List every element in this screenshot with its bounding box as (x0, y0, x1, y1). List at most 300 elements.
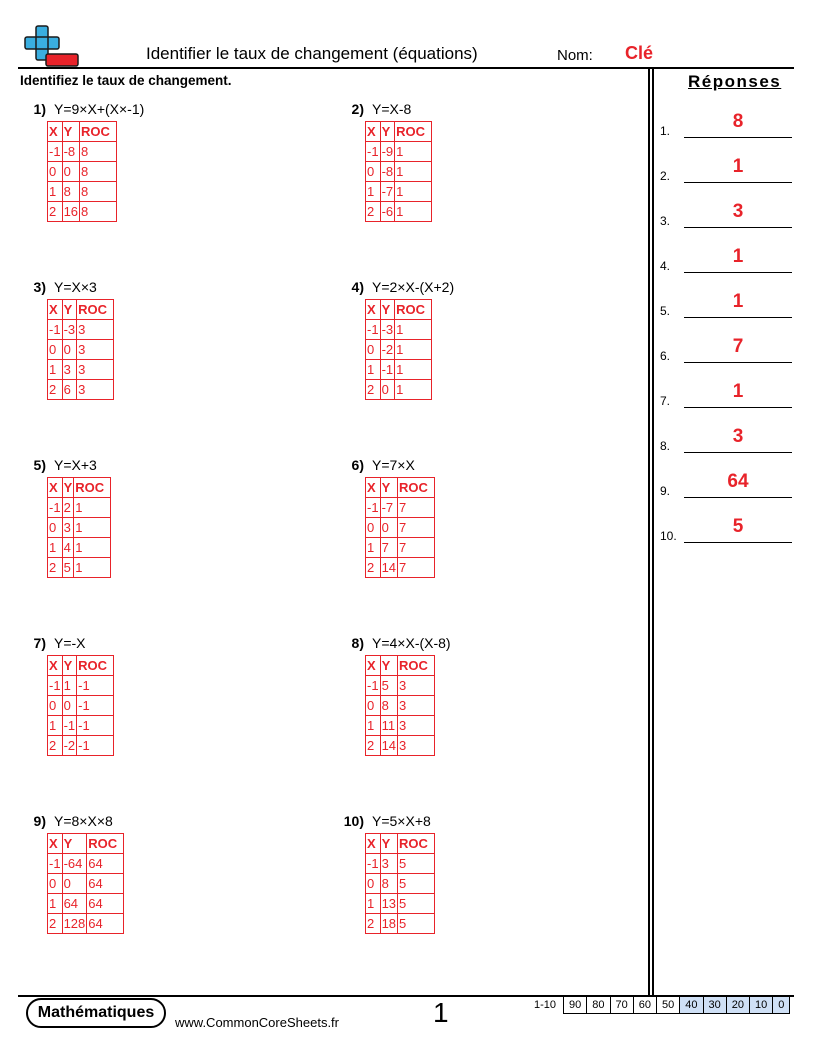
table-cell: 4 (62, 538, 74, 558)
problem-number: 8) (351, 635, 364, 651)
table-row (48, 360, 114, 380)
table-cell: 2 (48, 380, 63, 400)
table-cell: -2 (380, 340, 395, 360)
column-header: X (48, 834, 63, 854)
answer-value: 3 (732, 201, 744, 222)
table-cell: 13 (380, 894, 397, 914)
table-cell: 64 (87, 854, 124, 874)
column-header: X (48, 122, 63, 142)
problem (340, 813, 435, 934)
table-row (366, 538, 435, 558)
values-table (365, 299, 432, 400)
table-cell: 64 (62, 894, 87, 914)
table-header-row (366, 834, 435, 854)
column-header: X (366, 834, 381, 854)
table-cell: 1 (48, 182, 63, 202)
problem-number: 10) (343, 813, 364, 829)
table-cell: 1 (366, 716, 381, 736)
column-header: X (366, 300, 381, 320)
column-header: X (366, 478, 381, 498)
column-header: ROC (398, 478, 435, 498)
answer-row (660, 291, 792, 318)
column-header: Y (62, 656, 77, 676)
table-cell: -1 (77, 716, 114, 736)
table-row (48, 716, 114, 736)
column-header: Y (380, 656, 397, 676)
table-cell: 1 (366, 360, 381, 380)
table-cell: 1 (395, 360, 432, 380)
table-cell: 2 (48, 736, 63, 756)
answer-value: 1 (732, 291, 744, 312)
table-cell: 0 (48, 340, 63, 360)
table-cell: -6 (380, 202, 395, 222)
table-cell: 7 (398, 558, 435, 578)
table-cell: -1 (48, 676, 63, 696)
page-number: 1 (433, 997, 449, 1028)
problem-equation: Y=9×X+(X×-1) (54, 101, 145, 117)
table-cell: 2 (48, 914, 63, 934)
answer-line (684, 452, 792, 453)
table-row (366, 320, 432, 340)
answer-line (684, 317, 792, 318)
table-cell: 3 (77, 320, 114, 340)
table-cell: 0 (366, 874, 381, 894)
score-cell: 40 (679, 996, 703, 1014)
table-cell: 3 (398, 676, 435, 696)
column-header: Y (62, 300, 77, 320)
table-cell: -64 (62, 854, 87, 874)
table-row (48, 498, 111, 518)
score-cell: 10 (749, 996, 773, 1014)
problem-number: 7) (33, 635, 46, 651)
table-row (48, 874, 124, 894)
table-row (48, 182, 117, 202)
table-cell: 2 (366, 558, 381, 578)
table-cell: 5 (398, 854, 435, 874)
values-table (365, 121, 432, 222)
table-cell: -8 (62, 142, 79, 162)
table-cell: 1 (48, 538, 63, 558)
table-cell: 1 (74, 518, 111, 538)
table-cell: 1 (395, 182, 432, 202)
table-row (48, 518, 111, 538)
values-table (365, 477, 435, 578)
problem-header (340, 813, 435, 831)
table-cell: 1 (366, 182, 381, 202)
table-row (366, 874, 435, 894)
score-cell: 60 (633, 996, 657, 1014)
table-header-row (48, 300, 114, 320)
values-table (47, 121, 117, 222)
score-cell: 30 (703, 996, 727, 1014)
table-header-row (48, 122, 117, 142)
table-cell: 7 (398, 518, 435, 538)
table-header-row (366, 122, 432, 142)
answer-value: 1 (732, 381, 744, 402)
table-cell: 1 (62, 676, 77, 696)
table-row (366, 558, 435, 578)
table-cell: -1 (62, 716, 77, 736)
table-cell: 3 (398, 716, 435, 736)
table-cell: 6 (62, 380, 77, 400)
table-cell: 1 (366, 538, 381, 558)
table-cell: 64 (87, 874, 124, 894)
column-header: X (48, 656, 63, 676)
score-cell: 20 (726, 996, 750, 1014)
score-cell: 70 (610, 996, 634, 1014)
column-header: ROC (77, 656, 114, 676)
table-cell: 3 (398, 696, 435, 716)
table-cell: 8 (380, 696, 397, 716)
score-cell: 90 (563, 996, 587, 1014)
table-row (48, 340, 114, 360)
answer-value: 5 (732, 516, 744, 537)
table-cell: -1 (366, 854, 381, 874)
problem-equation: Y=X-8 (372, 101, 412, 117)
answer-line (684, 182, 792, 183)
table-cell: 2 (366, 380, 381, 400)
table-row (48, 142, 117, 162)
table-cell: 16 (62, 202, 79, 222)
table-cell: -7 (380, 182, 395, 202)
table-row (48, 538, 111, 558)
table-cell: 64 (87, 914, 124, 934)
problem-header (340, 101, 432, 119)
values-table (47, 655, 114, 756)
table-cell: 3 (62, 518, 74, 538)
table-row (48, 894, 124, 914)
table-cell: -1 (366, 676, 381, 696)
table-cell: 8 (80, 182, 117, 202)
table-cell: 0 (48, 162, 63, 182)
answer-number: 3. (660, 214, 671, 228)
problem (22, 279, 114, 400)
problem-number: 2) (351, 101, 364, 117)
table-cell: 1 (74, 498, 111, 518)
problem (340, 279, 454, 400)
table-row (48, 320, 114, 340)
table-cell: 3 (77, 380, 114, 400)
table-cell: 8 (62, 182, 79, 202)
page-title: Identifier le taux de changement (équations) (146, 44, 478, 63)
table-row (366, 518, 435, 538)
answer-column-divider (652, 67, 654, 996)
answer-line (684, 272, 792, 273)
table-cell: -7 (380, 498, 397, 518)
table-cell: 1 (48, 716, 63, 736)
column-header: Y (62, 478, 74, 498)
problem-number: 6) (351, 457, 364, 473)
answer-row (660, 156, 792, 183)
problem-header (340, 279, 454, 297)
table-cell: 0 (380, 518, 397, 538)
column-header: Y (380, 300, 395, 320)
table-row (366, 676, 435, 696)
answer-number: 2. (660, 169, 671, 183)
problem-equation: Y=8×X×8 (54, 813, 113, 829)
answer-value: 7 (732, 336, 744, 357)
table-row (48, 914, 124, 934)
answer-number: 5. (660, 304, 671, 318)
values-table (47, 833, 124, 934)
table-cell: -1 (366, 142, 381, 162)
table-row (366, 498, 435, 518)
answer-row (660, 111, 792, 138)
table-cell: 64 (87, 894, 124, 914)
table-row (366, 142, 432, 162)
values-table (365, 833, 435, 934)
problem-header (22, 279, 114, 297)
column-header: Y (62, 122, 79, 142)
table-header-row (366, 300, 432, 320)
column-header: X (366, 656, 381, 676)
table-cell: 5 (398, 874, 435, 894)
table-cell: 1 (366, 894, 381, 914)
table-cell: 8 (380, 874, 397, 894)
problem-header (22, 635, 114, 653)
table-row (366, 854, 435, 874)
answer-number: 6. (660, 349, 671, 363)
column-header: X (48, 478, 63, 498)
answer-number: 10. (660, 529, 677, 543)
table-cell: 7 (398, 538, 435, 558)
site-url: www.CommonCoreSheets.fr (175, 1015, 339, 1030)
table-cell: -1 (48, 498, 63, 518)
table-cell: 0 (366, 340, 381, 360)
table-cell: -3 (62, 320, 77, 340)
table-cell: 0 (366, 518, 381, 538)
column-header: ROC (395, 122, 432, 142)
problem-equation: Y=X+3 (54, 457, 97, 473)
answer-row (660, 426, 792, 453)
table-cell: 1 (48, 894, 63, 914)
table-cell: -1 (77, 676, 114, 696)
column-header: ROC (80, 122, 117, 142)
table-cell: 1 (48, 360, 63, 380)
answer-line (684, 497, 792, 498)
score-cell: 0 (772, 996, 790, 1014)
column-header: ROC (398, 656, 435, 676)
column-header: ROC (87, 834, 124, 854)
table-cell: 3 (77, 360, 114, 380)
table-header-row (366, 656, 435, 676)
table-cell: 2 (366, 914, 381, 934)
table-cell: 0 (62, 874, 87, 894)
table-cell: 1 (395, 202, 432, 222)
answer-line (684, 227, 792, 228)
answer-number: 4. (660, 259, 671, 273)
answer-row (660, 471, 792, 498)
values-table (47, 299, 114, 400)
name-value: Clé (625, 43, 654, 63)
table-cell: 128 (62, 914, 87, 934)
column-header: ROC (74, 478, 111, 498)
table-cell: 5 (398, 914, 435, 934)
score-table (564, 996, 790, 1014)
column-header: ROC (77, 300, 114, 320)
table-cell: 1 (74, 558, 111, 578)
table-cell: 3 (77, 340, 114, 360)
table-row (366, 380, 432, 400)
table-cell: 14 (380, 736, 397, 756)
table-row (48, 676, 114, 696)
table-row (366, 340, 432, 360)
answer-value: 1 (732, 246, 744, 267)
table-cell: 0 (48, 518, 63, 538)
table-cell: -1 (366, 498, 381, 518)
problem (22, 457, 111, 578)
answer-value: 3 (732, 426, 744, 447)
problem-header (22, 813, 124, 831)
answer-row (660, 516, 792, 543)
table-cell: 2 (48, 558, 63, 578)
table-cell: 0 (48, 874, 63, 894)
problem (340, 101, 432, 222)
answer-value: 64 (727, 471, 749, 492)
header-divider (18, 67, 794, 69)
answer-number: 7. (660, 394, 671, 408)
table-row (366, 736, 435, 756)
table-cell: 1 (395, 162, 432, 182)
plus-minus-logo-icon (24, 24, 80, 68)
problem-header (22, 101, 144, 119)
table-cell: 0 (48, 696, 63, 716)
table-cell: 0 (62, 162, 79, 182)
table-row (366, 716, 435, 736)
problem-number: 4) (351, 279, 364, 295)
score-cell: 50 (656, 996, 680, 1014)
table-row (366, 696, 435, 716)
table-cell: 1 (74, 538, 111, 558)
table-cell: -1 (366, 320, 381, 340)
table-cell: 2 (62, 498, 74, 518)
table-cell: -2 (62, 736, 77, 756)
table-row (366, 894, 435, 914)
table-cell: 11 (380, 716, 397, 736)
table-cell: 5 (380, 676, 397, 696)
subject-badge: Mathématiques (26, 998, 166, 1028)
table-row (48, 380, 114, 400)
table-cell: 1 (395, 380, 432, 400)
answer-line (684, 542, 792, 543)
answers-title: Réponses (688, 72, 782, 91)
table-cell: 8 (80, 142, 117, 162)
answer-number: 9. (660, 484, 671, 498)
table-row (366, 162, 432, 182)
score-range-label: 1-10 (534, 999, 557, 1011)
table-cell: -1 (77, 696, 114, 716)
problem-number: 9) (33, 813, 46, 829)
problem-number: 5) (33, 457, 46, 473)
problem-header (340, 635, 451, 653)
answer-row (660, 246, 792, 273)
table-cell: 2 (48, 202, 63, 222)
table-cell: 18 (380, 914, 397, 934)
problem-number: 1) (33, 101, 46, 117)
problem-equation: Y=5×X+8 (372, 813, 431, 829)
table-cell: 1 (395, 320, 432, 340)
table-header-row (366, 478, 435, 498)
table-row (48, 854, 124, 874)
problem (22, 635, 114, 756)
table-row (48, 202, 117, 222)
column-header: Y (380, 122, 395, 142)
table-cell: -1 (48, 142, 63, 162)
table-cell: -1 (77, 736, 114, 756)
table-header-row (48, 834, 124, 854)
table-cell: -1 (48, 320, 63, 340)
table-cell: -3 (380, 320, 395, 340)
problem-header (22, 457, 111, 475)
table-cell: 7 (398, 498, 435, 518)
table-cell: 1 (395, 142, 432, 162)
answer-number: 1. (660, 124, 671, 138)
problem-equation: Y=7×X (372, 457, 415, 473)
answer-line (684, 407, 792, 408)
answer-value: 1 (732, 156, 744, 177)
answer-line (684, 137, 792, 138)
instructions: Identifiez le taux de changement. (20, 73, 232, 88)
column-header: X (48, 300, 63, 320)
answer-column-divider (648, 67, 650, 996)
answer-number: 8. (660, 439, 671, 453)
problem (22, 813, 124, 934)
table-cell: 8 (80, 162, 117, 182)
column-header: ROC (398, 834, 435, 854)
values-table (47, 477, 111, 578)
table-row (366, 182, 432, 202)
name-label: Nom: (557, 47, 593, 64)
table-row (366, 914, 435, 934)
answer-value: 8 (732, 111, 744, 132)
problem-equation: Y=X×3 (54, 279, 97, 295)
problem-equation: Y=-X (54, 635, 86, 651)
column-header: ROC (395, 300, 432, 320)
problem-number: 3) (33, 279, 46, 295)
table-row (48, 696, 114, 716)
table-row (366, 202, 432, 222)
score-cell: 80 (586, 996, 610, 1014)
table-cell: 0 (366, 696, 381, 716)
table-cell: -1 (380, 360, 395, 380)
table-row (366, 360, 432, 380)
table-cell: 5 (62, 558, 74, 578)
table-cell: 0 (380, 380, 395, 400)
table-row (48, 162, 117, 182)
problem-equation: Y=4×X-(X-8) (372, 635, 451, 651)
table-row (48, 736, 114, 756)
table-cell: 0 (62, 696, 77, 716)
table-cell: -8 (380, 162, 395, 182)
problem-header (340, 457, 435, 475)
problem (22, 101, 144, 222)
table-cell: 3 (380, 854, 397, 874)
answer-line (684, 362, 792, 363)
problem (340, 635, 451, 756)
table-cell: 7 (380, 538, 397, 558)
values-table (365, 655, 435, 756)
answer-row (660, 201, 792, 228)
column-header: Y (380, 834, 397, 854)
table-header-row (48, 656, 114, 676)
answer-row (660, 336, 792, 363)
problem (340, 457, 435, 578)
table-cell: 2 (366, 202, 381, 222)
table-cell: 0 (366, 162, 381, 182)
table-cell: 5 (398, 894, 435, 914)
table-cell: 3 (62, 360, 77, 380)
table-row (48, 558, 111, 578)
